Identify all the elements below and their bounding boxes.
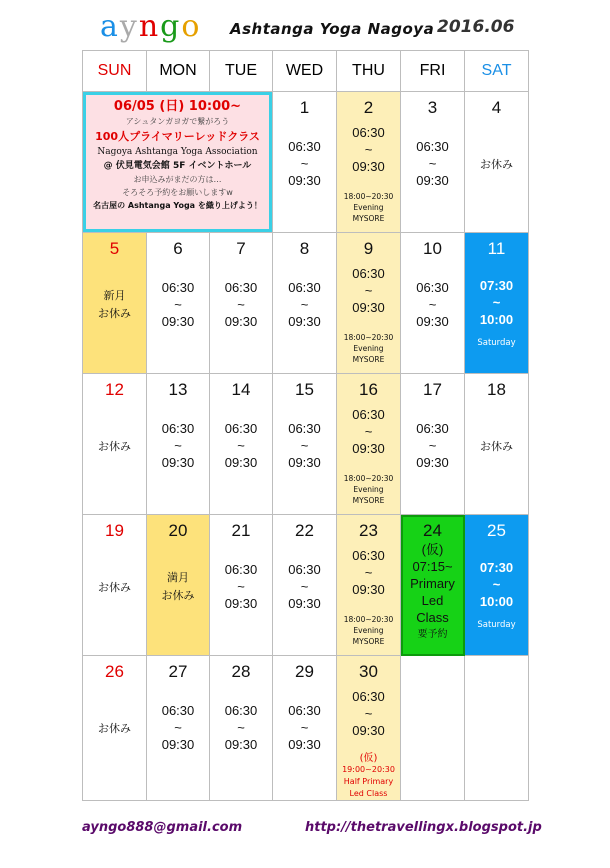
new-moon-rest: 新月 お休み [98, 289, 131, 320]
event-organizer: Nagoya Ashtanga Yoga Association [97, 147, 258, 157]
class-times: 06:30 ~ 09:30 [352, 125, 385, 174]
rest-label: お休み [480, 158, 513, 171]
day-cell-11 [465, 233, 529, 374]
year-month: 2016.06 [437, 17, 515, 37]
day-cell-18 [465, 374, 529, 515]
day-number: 10 [423, 239, 442, 258]
event-box [83, 92, 272, 232]
day-cell-3 [401, 92, 465, 233]
day-number: 17 [423, 380, 442, 399]
saturday-note: Saturday [477, 338, 516, 348]
class-times: 06:30 ~ 09:30 [352, 407, 385, 456]
day-cell-6 [147, 233, 210, 374]
day-number: 28 [231, 662, 251, 681]
day-number: 3 [427, 98, 438, 117]
day-cell-14 [210, 374, 273, 515]
day-cell-29 [273, 656, 337, 801]
class-times: 06:30 ~ 09:30 [352, 548, 385, 597]
day-number: 23 [359, 521, 378, 540]
class-times: 06:30 ~ 09:30 [161, 280, 195, 329]
class-times: 06:30 ~ 09:30 [288, 139, 321, 188]
day-cell-23 [337, 515, 401, 656]
class-times: 06:30 ~ 09:30 [224, 280, 258, 329]
calendar-table [82, 50, 529, 801]
day-number: 22 [295, 521, 314, 540]
day-cell-17 [401, 374, 465, 515]
day-number: 26 [105, 662, 124, 681]
day-number: 14 [231, 380, 251, 399]
special-class: (仮) 07:15~ Primary Led Class 要予約 [410, 542, 455, 640]
class-times: 06:30 ~ 09:30 [416, 421, 449, 470]
weekday-fri: FRI [401, 51, 465, 92]
week-row-3 [83, 374, 529, 515]
logo [100, 9, 202, 44]
day-number: 8 [299, 239, 310, 258]
weekday-sat: SAT [465, 51, 529, 92]
evening-mysore: 18:00~20:30 Evening MYSORE [343, 615, 394, 646]
day-cell-16 [337, 374, 401, 515]
day-cell-2 [337, 92, 401, 233]
day-number: 21 [231, 521, 251, 540]
day-number: 19 [105, 521, 124, 540]
day-number: 25 [487, 521, 506, 540]
class-times: 06:30 ~ 09:30 [416, 139, 449, 188]
footer-url[interactable]: http://thetravellingx.blogspot.jp [305, 820, 542, 835]
day-cell-5 [83, 233, 147, 374]
day-number: 2 [363, 98, 374, 117]
event-location: @ 伏見電気会館 5F イベントホール [103, 161, 252, 171]
event-date-time: 06/05 (日) 10:00~ [113, 99, 242, 114]
day-cell-20 [147, 515, 210, 656]
day-cell-10 [401, 233, 465, 374]
day-cell-7 [210, 233, 273, 374]
day-cell-4 [465, 92, 529, 233]
day-cell-9 [337, 233, 401, 374]
day-cell-19 [83, 515, 147, 656]
weekday-thu: THU [337, 51, 401, 92]
week-row-1 [83, 92, 529, 233]
week-row-4 [83, 515, 529, 656]
day-number: 6 [173, 239, 183, 258]
event-tagline: アシュタンガヨガで繋がろう [125, 117, 230, 126]
day-number: 4 [491, 98, 502, 117]
class-times: 06:30 ~ 09:30 [352, 689, 385, 738]
day-number: 5 [109, 239, 120, 258]
rest-label: お休み [98, 722, 131, 735]
day-cell-12 [83, 374, 147, 515]
weekday-wed: WED [273, 51, 337, 92]
header [0, 8, 610, 48]
class-times: 06:30 ~ 09:30 [416, 280, 449, 329]
day-cell-1 [273, 92, 337, 233]
weekday-tue: TUE [210, 51, 273, 92]
event-class-name: 100人プライマリーレッドクラス [95, 130, 260, 143]
day-number: 27 [168, 662, 188, 681]
evening-mysore: 18:00~20:30 Evening MYSORE [343, 192, 394, 223]
event-note-1: お申込みがまだの方は… [133, 175, 222, 184]
day-cell-25 [465, 515, 529, 656]
logo-letter-n: n [138, 9, 161, 44]
day-cell-28 [210, 656, 273, 801]
day-number: 16 [359, 380, 378, 399]
day-cell-26 [83, 656, 147, 801]
logo-letter-g: g [160, 9, 182, 44]
full-moon-rest: 満月 お休み [161, 571, 195, 602]
day-number: 30 [359, 662, 378, 681]
day-number: 13 [168, 380, 188, 399]
class-times: 06:30 ~ 09:30 [224, 703, 258, 752]
day-cell-empty-fri [401, 656, 465, 801]
day-cell-15 [273, 374, 337, 515]
class-times: 06:30 ~ 09:30 [224, 421, 258, 470]
rest-label: お休み [98, 581, 131, 594]
logo-letter-a: a [100, 9, 120, 44]
saturday-times: 07:30 ~ 10:00 [479, 278, 514, 327]
day-cell-27 [147, 656, 210, 801]
day-number: 20 [168, 521, 188, 540]
class-times: 06:30 ~ 09:30 [224, 562, 258, 611]
page-title: Ashtanga Yoga Nagoya [230, 20, 435, 38]
weekday-header-row [83, 51, 529, 92]
day-cell-empty-sat [465, 656, 529, 801]
event-note-2: そろそろ予約をお願いしますw [122, 188, 233, 197]
day-cell-13 [147, 374, 210, 515]
week-row-5 [83, 656, 529, 801]
weekday-mon: MON [147, 51, 210, 92]
saturday-note: Saturday [477, 620, 516, 630]
rest-label: お休み [98, 440, 131, 453]
class-times: 06:30 ~ 09:30 [161, 703, 195, 752]
day-cell-21 [210, 515, 273, 656]
rest-label: お休み [480, 440, 513, 453]
day-number: 9 [363, 239, 374, 258]
half-primary-tentative: (仮) [359, 753, 378, 764]
day-number: 1 [299, 98, 310, 117]
class-times: 06:30 ~ 09:30 [288, 703, 321, 752]
day-number: 12 [105, 380, 124, 399]
day-cell-24 [401, 515, 465, 656]
class-times: 06:30 ~ 09:30 [288, 562, 321, 611]
class-times: 06:30 ~ 09:30 [288, 280, 321, 329]
weekday-sun: SUN [83, 51, 147, 92]
logo-letter-y: y [119, 9, 139, 44]
day-number: 15 [295, 380, 314, 399]
saturday-times: 07:30 ~ 10:00 [479, 560, 514, 609]
day-cell-22 [273, 515, 337, 656]
day-number: 24 [423, 521, 442, 540]
half-primary-info: 19:00~20:30 Half Primary Led Class [342, 765, 395, 798]
class-times: 06:30 ~ 09:30 [161, 421, 195, 470]
week-row-2 [83, 233, 529, 374]
event-slogan: 名古屋の Ashtanga Yoga を織り上げよう！ [93, 201, 262, 210]
day-cell-8 [273, 233, 337, 374]
event-cell [83, 92, 273, 233]
class-times: 06:30 ~ 09:30 [352, 266, 385, 315]
day-number: 7 [236, 239, 246, 258]
evening-mysore: 18:00~20:30 Evening MYSORE [343, 474, 394, 505]
day-number: 29 [295, 662, 314, 681]
footer-email[interactable]: ayngo888@gmail.com [82, 820, 243, 835]
day-number: 18 [487, 380, 506, 399]
day-cell-30 [337, 656, 401, 801]
day-number: 11 [487, 239, 506, 258]
class-times: 06:30 ~ 09:30 [288, 421, 321, 470]
logo-letter-o: o [181, 9, 202, 44]
evening-mysore: 18:00~20:30 Evening MYSORE [343, 333, 394, 364]
